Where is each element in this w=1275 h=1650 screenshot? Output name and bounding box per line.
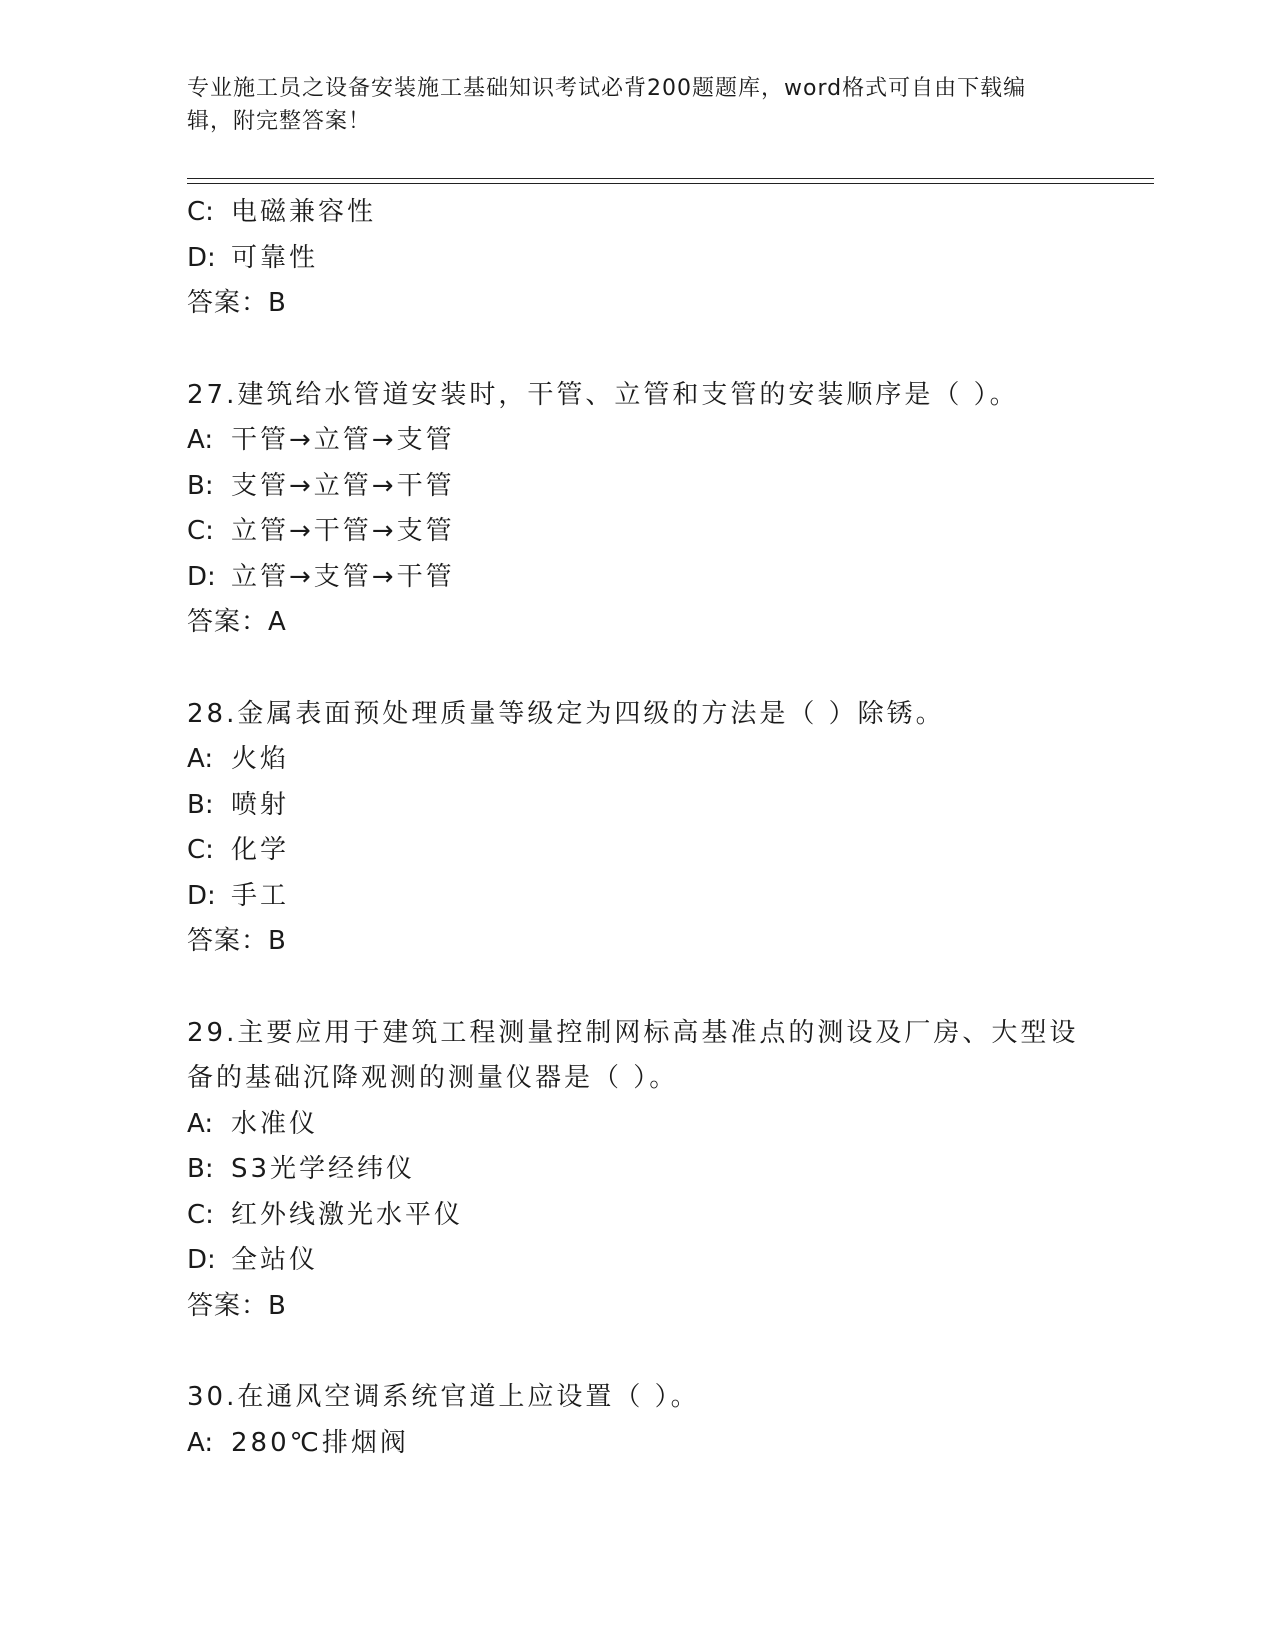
answer-line: 答案：B — [187, 926, 287, 956]
header-divider-top — [187, 178, 1154, 179]
question-30 — [187, 1375, 1087, 1466]
question-stem: 27.建筑给水管道安装时，干管、立管和支管的安装顺序是（ ）。 — [187, 379, 1019, 410]
option-b: B: S3光学经纬仪 — [187, 1154, 416, 1184]
option-b: B: 支管→立管→干管 — [187, 470, 455, 501]
question-28 — [187, 692, 1087, 965]
option-c: C: 化学 — [187, 835, 290, 865]
option-c: C: 红外线激光水平仪 — [187, 1199, 464, 1230]
answer-line: 答案：A — [187, 607, 287, 637]
question-stem: 30.在通风空调系统官道上应设置（ ）。 — [187, 1382, 700, 1412]
header-divider-bottom — [187, 183, 1154, 184]
option-d: D: 可靠性 — [187, 242, 319, 273]
option-b: B: 喷射 — [187, 789, 290, 820]
answer-line: 答案：B — [187, 288, 287, 318]
question-29 — [187, 1011, 1087, 1330]
page-header: 专业施工员之设备安装施工基础知识考试必背200题题库，word格式可自由下载编辑，附完整答案！ — [187, 76, 1027, 134]
option-a: A: 280℃排烟阀 — [187, 1427, 409, 1458]
option-c: C: 立管→干管→支管 — [187, 516, 455, 546]
option-c: C: 电磁兼容性 — [187, 197, 377, 227]
option-d: D: 全站仪 — [187, 1245, 319, 1275]
question-27 — [187, 373, 1087, 646]
option-a: A: 火焰 — [187, 744, 290, 774]
option-a: A: 水准仪 — [187, 1108, 319, 1139]
option-d: D: 立管→支管→干管 — [187, 561, 455, 592]
question-26-continued — [187, 190, 1087, 327]
option-d: D: 手工 — [187, 880, 290, 911]
question-list — [187, 190, 1087, 1466]
question-stem: 28.金属表面预处理质量等级定为四级的方法是（ ）除锈。 — [187, 698, 945, 729]
option-a: A: 干管→立管→支管 — [187, 425, 455, 455]
answer-line: 答案：B — [187, 1290, 287, 1321]
question-stem: 29.主要应用于建筑工程测量控制网标高基准点的测设及厂房、大型设备的基础沉降观测的测量仪器是（ ）。 — [187, 1017, 1079, 1093]
